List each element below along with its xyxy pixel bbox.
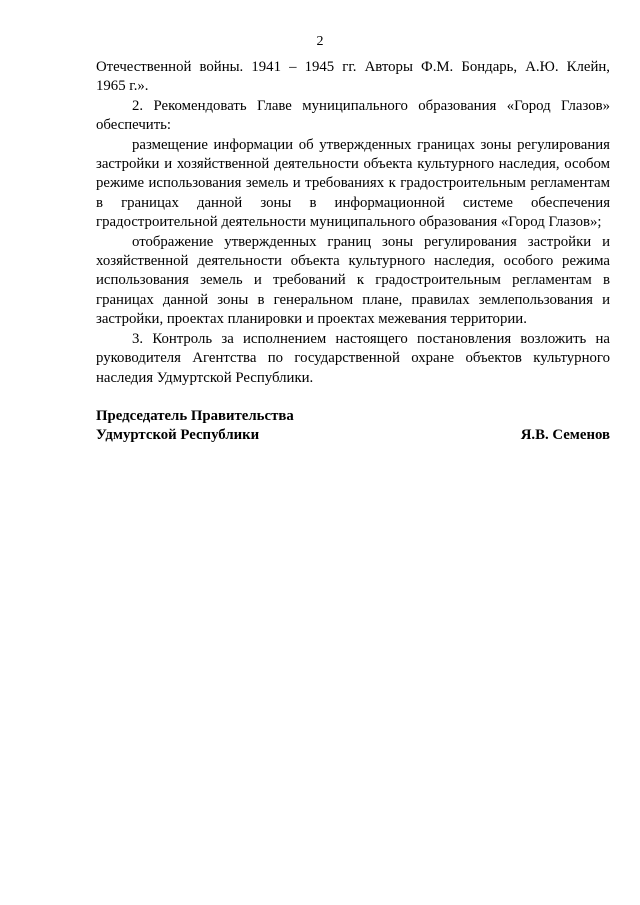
signature-row (96, 426, 610, 445)
page-number: 2 (316, 34, 324, 49)
signature-title-line1: Председатель Правительства (96, 408, 294, 424)
paragraph-continuation-line2: 1965 г.». (96, 78, 149, 95)
document-body (96, 58, 610, 388)
signatory-name: Я.В. Семенов (520, 427, 610, 444)
paragraph-continuation-line1: Отечественной войны. 1941 – 1945 гг. Авторы Ф.М. Бондарь, А.Ю. Клейн, (96, 59, 610, 75)
paragraph-placement-info: размещение информации об утвержденных границах зоны регулирования застройки и хозяйственной деятельности объекта культурного наследия, особом режиме использования земель и требованиях к градостроительным регламентам в границах данной зоны в информационной системе обеспечения градостроительной деятельности муниципального образования «Город Глазов»; (96, 136, 610, 231)
paragraph-item-2: 2. Рекомендовать Главе муниципального образования «Город Глазов» обеспечить: (96, 97, 610, 134)
signature-block (96, 407, 610, 446)
paragraph-display-borders: отображение утвержденных границ зоны регулирования застройки и хозяйственной деятельности объекта культурного наследия, особого режима использования земель и требований к градостроительным регламентам в границах данной зоны в генеральном плане, правилах землепользования и застройки, проектах планировки и проектах межевания территории. (96, 233, 610, 328)
paragraph-item-3: 3. Контроль за исполнением настоящего постановления возложить на руководителя Агентства по государственной охране объектов культурного наследия Удмуртской Республики. (96, 330, 610, 386)
signature-title-line2: Удмуртской Республики (96, 427, 260, 444)
